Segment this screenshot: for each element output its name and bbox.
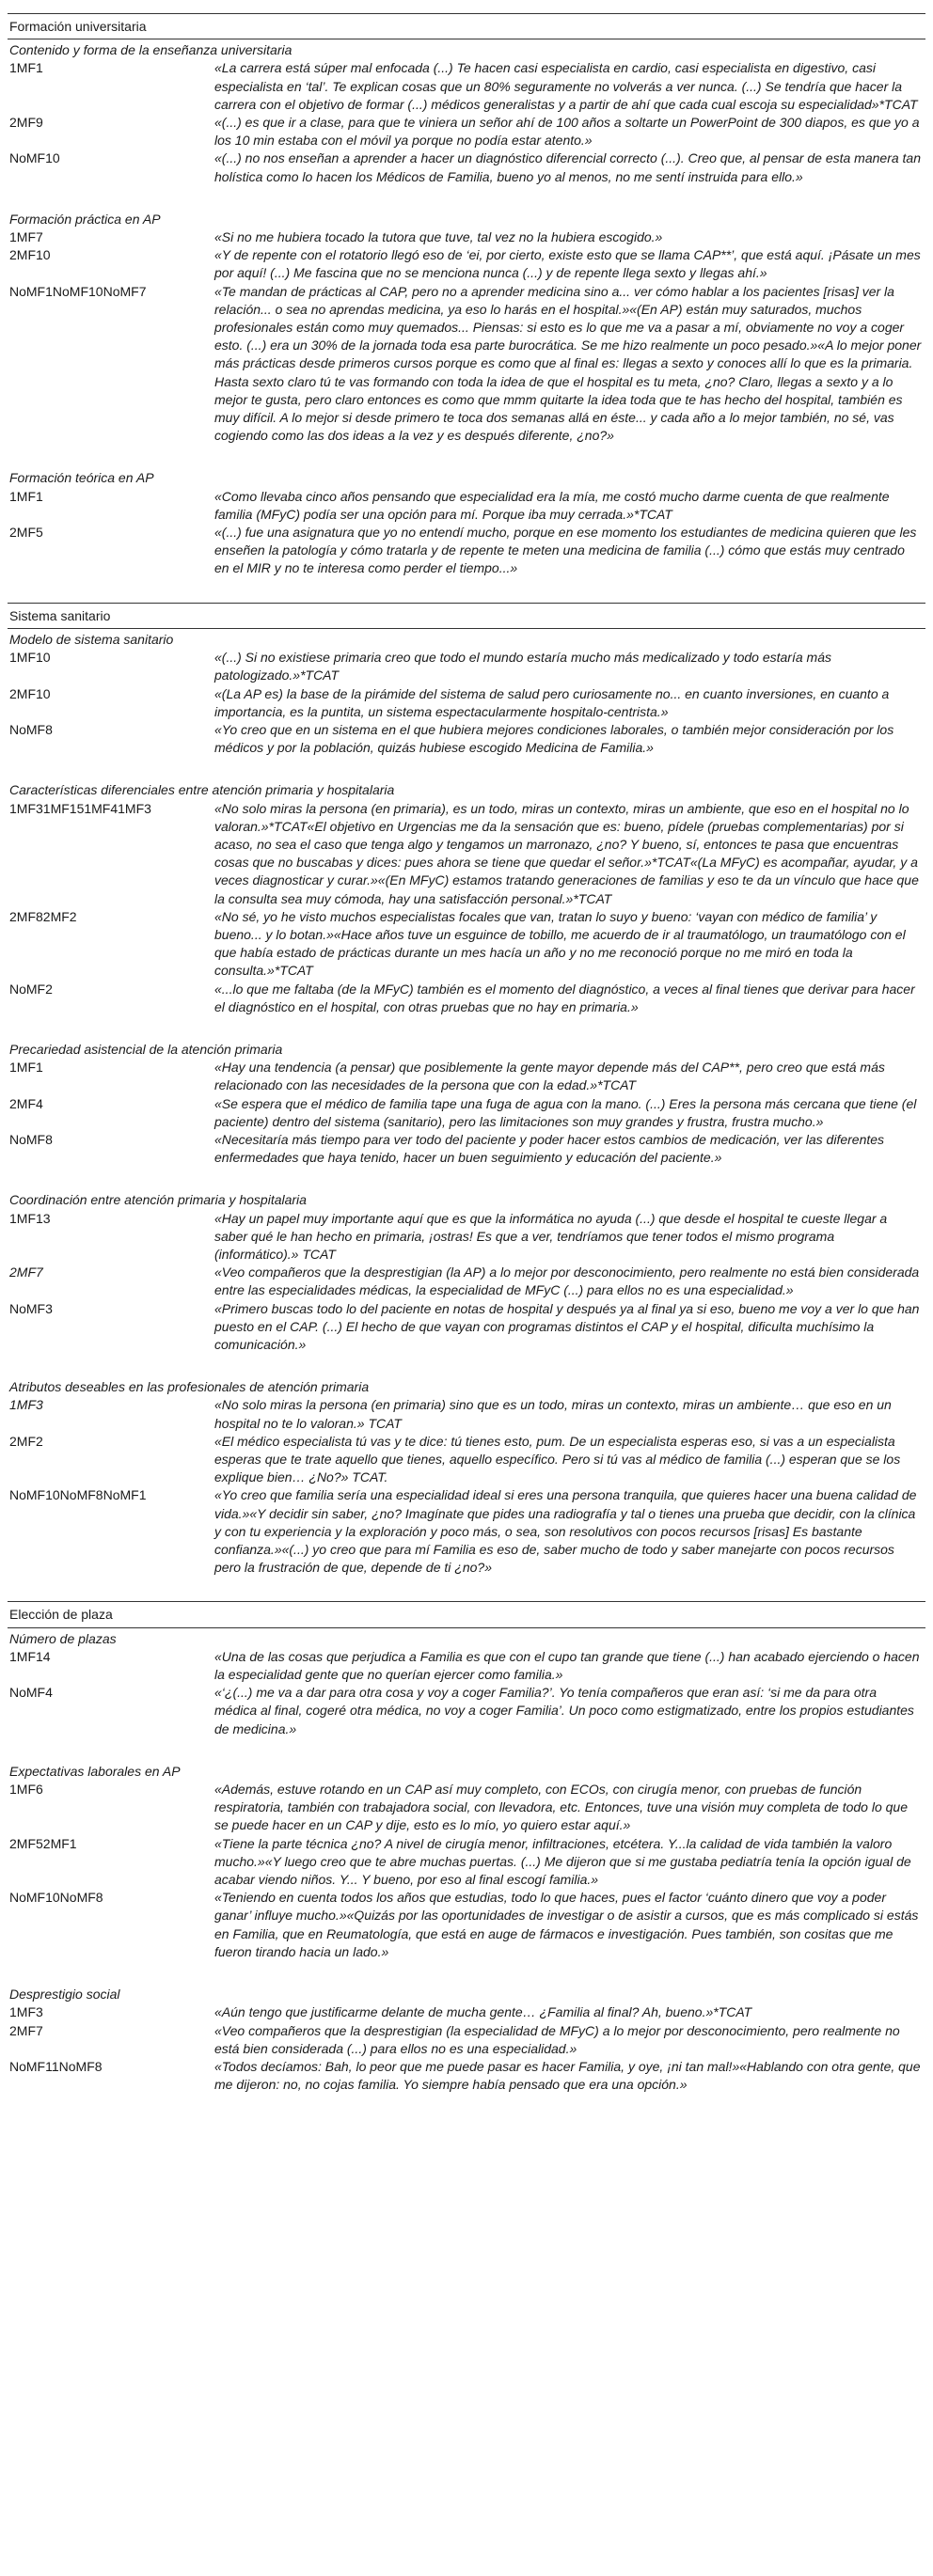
participant-code: 1MF6 — [9, 1782, 43, 1798]
participant-code: NoMF1NoMF10NoMF7 — [9, 283, 147, 299]
subsection — [8, 1376, 925, 1577]
participant-code: NoMF8 — [9, 721, 53, 737]
participant-code: 1MF1 — [9, 1060, 43, 1076]
table-row — [8, 1486, 925, 1577]
participant-code: NoMF2 — [9, 981, 53, 997]
qualitative-results-table — [8, 0, 925, 2094]
table-row — [8, 908, 925, 981]
participant-code: 2MF52MF1 — [9, 1835, 77, 1851]
participant-code: 1MF3 — [9, 2004, 43, 2020]
participant-code: 1MF7 — [9, 229, 43, 245]
table-row — [8, 1300, 925, 1355]
table-row — [8, 800, 925, 908]
table-row — [8, 1781, 925, 1835]
participant-quote: «...lo que me faltaba (de la MFyC) también es el momento del diagnóstico, a veces al final tienes que derivar para hacer el diagnóstico en el hospital, con otras pruebas que no hay en primaria.» — [214, 981, 915, 1014]
subsection — [8, 1984, 925, 2094]
table-row — [8, 1059, 925, 1094]
section-title: Sistema sanitario — [8, 604, 925, 629]
participant-quote: «Aún tengo que justificarme delante de mucha gente… ¿Familia al final? Ah, bueno.»*TCAT — [214, 2004, 752, 2020]
participant-quote: «Una de las cosas que perjudica a Familia es que con el cupo tan grande que tiene (...) han acabado ejerciendo o hacen la especialidad gente que no querían ejercer como familia.» — [214, 1648, 920, 1683]
participant-code: 2MF82MF2 — [9, 908, 77, 924]
section — [8, 603, 925, 1578]
participant-code: 1MF13 — [9, 1210, 51, 1226]
section — [8, 1601, 925, 2094]
table-row — [8, 1835, 925, 1890]
participant-code: NoMF10NoMF8 — [9, 1890, 103, 1906]
participant-quote: «Veo compañeros que la desprestigian (la especialidad de MFyC) a lo mejor por desconocimiento, pero realmente no está bien considerada (...) para ellos no es una especialidad.» — [214, 2022, 900, 2056]
table-row — [8, 1684, 925, 1738]
table-row — [8, 1210, 925, 1264]
participant-code: NoMF10NoMF8NoMF1 — [9, 1487, 147, 1503]
participant-quote: «Y de repente con el rotatorio llegó eso de ‘ei, por cierto, existe esto que se llama CAP**’, que está aquí. ¡Pásate un mes por aquí! (...) Me fascina que no se menciona nunca (...) y de repente llega sexto y llegas ahí.» — [214, 247, 921, 281]
participant-code: 1MF1 — [9, 488, 43, 504]
subsection — [8, 209, 925, 446]
table-row — [8, 1396, 925, 1432]
section-title: Formación universitaria — [8, 14, 925, 39]
table-row — [8, 228, 925, 246]
table-row — [8, 524, 925, 578]
table-row — [8, 283, 925, 446]
subsection — [8, 629, 925, 757]
participant-quote: «Todos decíamos: Bah, lo peor que me puede pasar es hacer Familia, y oye, ¡ni tan mal!»«Hablando con otra gente, que me dijeron: no, no cojas familia. Yo siempre había pensado que era una opción.» — [214, 2058, 921, 2093]
table-row — [8, 649, 925, 684]
participant-quote: «Primero buscas todo lo del paciente en notas de hospital y después ya al final ya si eso, bueno me voy a ver lo que han puesto en el CAP. (...) El hecho de que vayan con programas distintos el CAP y el hospital, dificulta muchísimo la comunicación.» — [214, 1300, 920, 1352]
subsection — [8, 1039, 925, 1167]
table-row — [8, 685, 925, 721]
subsection — [8, 467, 925, 577]
participant-code: 1MF10 — [9, 650, 51, 666]
participant-quote: «Yo creo que en un sistema en el que hubiera mejores condiciones laborales, o también mejor consideración por los médicos y por la población, quizás hubiese escogido Medicina de Familia.» — [214, 721, 894, 756]
participant-code: NoMF3 — [9, 1300, 53, 1316]
table-row — [8, 2022, 925, 2058]
subsection-title: Formación teórica en AP — [9, 470, 154, 486]
participant-quote: «‘¿(...) me va a dar para otra cosa y voy a coger Familia?’. Yo tenía compañeros que eran así: ‘si me da para otra médica al final, cogeré otra médica, no voy a coger Familia’. Un poco como estigmatizado, entre los propios estudiantes de medicina.» — [214, 1685, 914, 1736]
subsection-title: Modelo de sistema sanitario — [9, 631, 174, 647]
participant-quote: «(La AP es) la base de la pirámide del sistema de salud pero curiosamente no... en cuanto inversiones, en cuanto a importancia, es la puntita, un sistema espectacularmente hospitalo-centrista.» — [214, 685, 890, 719]
participant-code: 2MF4 — [9, 1095, 43, 1111]
table-row — [8, 1648, 925, 1684]
subsection-title: Contenido y forma de la enseñanza universitaria — [9, 42, 293, 58]
subsection-title: Formación práctica en AP — [9, 211, 161, 227]
participant-quote: «Necesitaría más tiempo para ver todo del paciente y poder hacer estos cambios de medicación, ver las diferentes enfermedades que haya tenido, hacer un buen seguimiento y educación del paciente.» — [214, 1131, 885, 1166]
participant-code: 2MF5 — [9, 525, 43, 541]
table-row — [8, 114, 925, 149]
participant-quote: «Si no me hubiera tocado la tutora que tuve, tal vez no la hubiera escogido.» — [214, 229, 663, 245]
participant-code: 2MF10 — [9, 247, 51, 263]
table-row — [8, 488, 925, 524]
participant-code: NoMF4 — [9, 1685, 53, 1701]
table-row — [8, 59, 925, 114]
subsection-title: Características diferenciales entre atención primaria y hospitalaria — [9, 782, 395, 798]
subsection — [8, 1761, 925, 1961]
subsection — [8, 779, 925, 1016]
table-row — [8, 149, 925, 185]
participant-code: 1MF14 — [9, 1648, 51, 1664]
table-row — [8, 981, 925, 1016]
participant-code: 1MF3 — [9, 1397, 43, 1413]
subsection-title: Desprestigio social — [9, 1987, 120, 2003]
participant-code: NoMF10 — [9, 150, 60, 166]
participant-quote: «(...) es que ir a clase, para que te viniera un señor ahí de 100 años a soltarte un PowerPoint de 300 diapos, es que yo a los 10 min estaba con el móvil ya porque no podía estar atento.» — [214, 115, 920, 149]
table-row — [8, 1131, 925, 1167]
table-row — [8, 1433, 925, 1487]
subsection-title: Expectativas laborales en AP — [9, 1763, 181, 1779]
participant-quote: «(...) Si no existiese primaria creo que todo el mundo estaría mucho más medicalizado y todo estaría más patologizado.»*TCAT — [214, 650, 831, 683]
participant-code: NoMF8 — [9, 1131, 53, 1147]
table-row — [8, 721, 925, 757]
table-row — [8, 246, 925, 282]
participant-quote: «Te mandan de prácticas al CAP, pero no a aprender medicina sino a... ver cómo hablar a los pacientes [risas] ver la relación... o sea no aprendas medicina, ya eso lo harás en el hospital.»«(En AP) están muy saturados, muchos profesionales están como muy quemados... Piensas: si esto es lo que me va a pasar a mí, obviamente no voy a coger esto. (...) era un 30% de la jornada toda esa parte burocrática. Se me hizo realmente un poco pesado.»«A lo mejor poner más prácticas desde primeros cursos porque es como que al final es: llegas a sexto y conoces allí lo que es la primaria. Hasta sexto claro tú te vas formando con toda la idea de que el hospital es tu meta, ¿no? Claro, llegas a sexto y a lo mejor te gusta, pero claro entonces es como que mmm quitarte la idea toda que te has hecho del hospital, también es muy difícil. A lo mejor si desde primero te toca dos semanas allá en éste... y cada año a lo mejor también, no sé, vas cogiendo como las dos ideas a la vez y es después diferente, ¿no?» — [214, 283, 922, 444]
subsection-title: Número de plazas — [9, 1630, 117, 1646]
participant-quote: «(...) fue una asignatura que yo no entendí mucho, porque en ese momento los estudiantes de medicina quieren que les enseñen la patología y cómo tratarla y de repente te meten una medicina de familia (...) cómo que estás muy centrado en el MIR y no te interesa como perder el tiempo...» — [214, 525, 917, 576]
subsection — [8, 39, 925, 186]
participant-code: 2MF2 — [9, 1433, 43, 1449]
participant-quote: «No solo miras la persona (en primaria) sino que es un todo, miras un contexto, miras un ambiente… que eso en un hospital no te lo valoran.» TCAT — [214, 1397, 892, 1431]
table-row — [8, 2003, 925, 2021]
table-row — [8, 1889, 925, 1961]
participant-quote: «Se espera que el médico de familia tape una fuga de agua con la mano. (...) Eres la persona más cercana que tiene (el paciente) dentro del sistema (sanitario), pero las limitaciones son muy grandes y frustra, frustra mucho.» — [214, 1095, 917, 1129]
subsection-title: Precariedad asistencial de la atención primaria — [9, 1041, 283, 1057]
participant-quote: «Teniendo en cuenta todos los años que estudias, todo lo que haces, pues el factor ‘cuánto dinero que voy a poder ganar’ influye mucho.»«Quizás por las oportunidades de investigar o de asistir a cursos, que es más complicado si estás en Familia, que en Reumatología, que está en auge de fármacos e investigación. Pues también, son cositas que me fueron tirando hacia un lado.» — [214, 1890, 919, 1959]
subsection-title: Coordinación entre atención primaria y hospitalaria — [9, 1192, 307, 1208]
participant-quote: «Hay una tendencia (a pensar) que posiblemente la gente mayor depende más del CAP**, pero creo que está más relacionado con las necesidades de la persona que con la edad.»*TCAT — [214, 1060, 885, 1093]
participant-code: NoMF11NoMF8 — [9, 2058, 103, 2074]
participant-code: 2MF7 — [9, 1264, 43, 1280]
participant-quote: «(...) no nos enseñan a aprender a hacer un diagnóstico diferencial correcto (...). Creo que, al pensar de esta manera tan holística como lo hacen los Médicos de Familia, bueno yo al menos, no me sentí instruida para ello.» — [214, 150, 921, 184]
table-row — [8, 1095, 925, 1131]
participant-quote: «No solo miras la persona (en primaria), es un todo, miras un contexto, miras un ambiente, que eso en el hospital no lo valoran.»*TCAT«El objetivo en Urgencias me da la sensación que es: bueno, pídele (pruebas complementarias) por si acaso, no sea el caso que tenga algo y tengamos un marronazo, ¿no? Y bueno, sí, entonces te pasa que encuentras cosas que no buscabas y dices: pues ahora se tiene que quedar el señor.»*TCAT«(La MFyC) es acompañar, ayudar, y a veces diagnosticar y curar.»«(En MFyC) estamos tratando generaciones de familias y eso te da un vínculo que hace que la consulta sea muy cómoda, hay una satisfacción personal.»*TCAT — [214, 800, 919, 906]
section — [8, 13, 925, 578]
participant-code: 2MF10 — [9, 685, 51, 701]
participant-quote: «Veo compañeros que la desprestigian (la AP) a lo mejor por desconocimiento, pero realmente no está bien considerada entre las especialidades médicas, la especialidad de MFyC (...) para ellos no es una especialidad.» — [214, 1264, 920, 1298]
table-row — [8, 1264, 925, 1299]
participant-quote: «La carrera está súper mal enfocada (...) Te hacen casi especialista en cardio, casi especialista en digestivo, casi especialista en ‘tal’. Te explican cosas que un 80% seguramente no volverás a ver nunca. (...) Se tendría que hacer la carrera con el objetivo de formar (...) médicos generalistas y a partir de ahí que cada cual escoja su especialidad»*TCAT — [214, 60, 918, 112]
participant-code: 2MF9 — [9, 115, 43, 131]
section-title: Elección de plaza — [8, 1602, 925, 1627]
participant-code: 2MF7 — [9, 2022, 43, 2038]
participant-quote: «Hay un papel muy importante aquí que es que la informática no ayuda (...) que desde el hospital te cueste llegar a saber qué le han hecho en primaria, ¡ostras! Es que a ver, tendríamos que tener todos el mismo programa (informático).» TCAT — [214, 1210, 888, 1262]
participant-quote: «El médico especialista tú vas y te dice: tú tienes esto, pum. De un especialista esperas eso, si vas a un especialista esperas que te trate aquello que tienes, aquello específico. Pero si tú vas al médico de familia (...) esperan que se los explique bien… ¿No?» TCAT. — [214, 1433, 901, 1485]
table-row — [8, 2058, 925, 2094]
subsection — [8, 1189, 925, 1354]
participant-quote: «Yo creo que familia sería una especialidad ideal si eres una persona tranquila, que quieres hacer una buena calidad de vida.»«Y decidir sin saber, ¿no? Imagínate que pides una radiografía y tal o tienes una prueba que decidir, con la clínica y con tu experiencia y la exploración y poco más, o sea, son resolutivos con pocos recursos [risas] Es bastante confianza.»«(...) yo creo que para mí Familia es eso de, saber mucho de todo y saber manejarte con pocos recursos pero la frustración de que, depende de ti ¿no?» — [214, 1487, 917, 1576]
participant-code: 1MF31MF151MF41MF3 — [9, 800, 151, 816]
participant-quote: «Además, estuve rotando en un CAP así muy completo, con ECOs, con cirugía menor, con pruebas de función respiratoria, también con trabajadora social, con llevadora, etc. Entonces, tuve una visión muy completa de todo lo que se puede hacer en un CAP y dije, esto es lo mío, yo quiero estar aquí.» — [214, 1782, 908, 1833]
participant-quote: «Como llevaba cinco años pensando que especialidad era la mía, me costó mucho darme cuenta de que realmente familia (MFyC) podía ser una opción para mí. Porque iba muy cerrada.»*TCAT — [214, 488, 890, 522]
participant-quote: «Tiene la parte técnica ¿no? A nivel de cirugía menor, infiltraciones, etcétera. Y...la calidad de vida también la valoro mucho.»«Y luego creo que te abre muchas puertas. (...) Me dijeron que si me gustaba pediatría tenía la opción igual de acabar viendo niños. Y... Y bueno, por eso al final escogí familia.» — [214, 1835, 911, 1888]
subsection-title: Atributos deseables en las profesionales de atención primaria — [9, 1379, 370, 1395]
subsection — [8, 1628, 925, 1738]
participant-code: 1MF1 — [9, 60, 43, 76]
participant-quote: «No sé, yo he visto muchos especialistas focales que van, tratan lo suyo y bueno: ‘vayan con médico de familia’ y bueno... y lo botan.»«Hace años tuve un esguince de tobillo, me acuerdo de ir al traumatólogo, un traumatólogo con el que había estado de prácticas durante un mes hacía un año y no me reconoció porque no me miró en toda la consulta.»*TCAT — [214, 908, 906, 979]
